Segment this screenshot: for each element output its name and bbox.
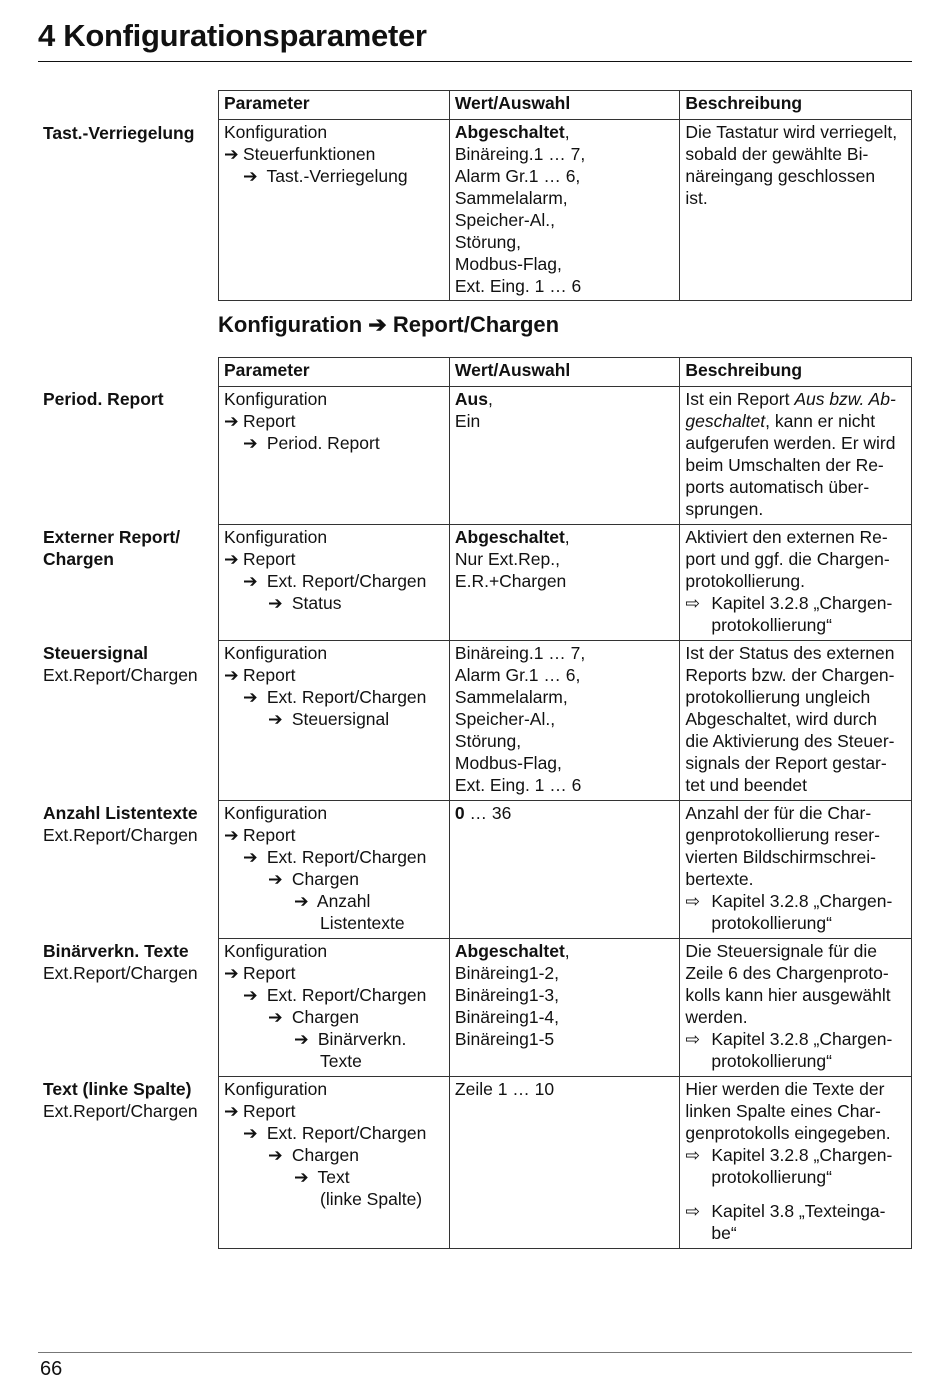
description-emphasis: Aus bzw. Ab- xyxy=(794,389,896,409)
arrow-right-icon: ➔ xyxy=(224,549,239,569)
description-text: , kann er nicht xyxy=(765,411,876,431)
arrow-right-icon: ➔ xyxy=(294,1167,309,1187)
default-value: Aus xyxy=(454,389,488,409)
reference-arrow-icon: ⇨ xyxy=(685,1145,701,1165)
path-text: Chargen xyxy=(291,1145,360,1165)
arrow-right-icon: ➔ xyxy=(224,144,239,164)
reference-text: Kapitel 3.2.8 „Chargen- xyxy=(711,1145,893,1165)
description-line: genprotokolls eingegeben. xyxy=(685,1123,891,1143)
arrow-right-icon: ➔ xyxy=(268,709,283,729)
description-line: bertexte. xyxy=(685,869,754,889)
parameter-path-cell xyxy=(219,1077,450,1249)
path-root: Konfiguration xyxy=(224,527,328,547)
default-value: Abgeschaltet xyxy=(454,527,565,547)
value-cell xyxy=(449,387,679,525)
path-root: Konfiguration xyxy=(224,1079,328,1099)
description-line: port und ggf. die Chargen- xyxy=(685,549,890,569)
header-beschreibung: Beschreibung xyxy=(680,358,912,387)
path-text: Ext. Report/Chargen xyxy=(266,985,427,1005)
value-option: Speicher-Al., xyxy=(454,709,556,729)
value-option: Binäreing1-4, xyxy=(454,1007,560,1027)
value-option: Modbus-Flag, xyxy=(454,254,562,274)
path-root: Konfiguration xyxy=(224,643,328,663)
path-text: Status xyxy=(291,593,342,613)
table-header-row xyxy=(219,358,912,387)
path-level-1 xyxy=(224,1100,444,1122)
path-text: Report xyxy=(243,1101,296,1121)
value-option: Störung, xyxy=(454,232,521,252)
title-divider xyxy=(38,61,912,62)
description-line: Anzahl der für die Char- xyxy=(685,803,872,823)
path-text: Ext. Report/Chargen xyxy=(266,1123,427,1143)
description-cell xyxy=(680,641,912,801)
header-wert: Wert/Auswahl xyxy=(449,358,679,387)
path-text: Report xyxy=(243,549,296,569)
description-line: Zeile 6 des Chargenproto- xyxy=(685,963,889,983)
value-option: Sammelalarm, xyxy=(454,687,568,707)
row-label-subtitle: Ext.Report/Chargen xyxy=(43,963,198,983)
reference-text: Kapitel 3.2.8 „Chargen- xyxy=(711,891,893,911)
default-value: Abgeschaltet xyxy=(454,122,565,142)
arrow-right-icon: ➔ xyxy=(294,1029,309,1049)
arrow-right-icon: ➔ xyxy=(243,433,258,453)
description-cell xyxy=(680,1077,912,1249)
value-option: Ext. Eing. 1 … 6 xyxy=(454,775,582,795)
description-line: werden. xyxy=(685,1007,748,1027)
row-label-subtitle: Ext.Report/Chargen xyxy=(43,665,198,685)
path-text: Report xyxy=(243,411,296,431)
path-level-2 xyxy=(224,1122,444,1144)
parameter-path-cell xyxy=(219,641,450,801)
value-option: Ext. Eing. 1 … 6 xyxy=(454,276,582,296)
description-line: Abgeschaltet, wird durch xyxy=(685,709,877,729)
path-root: Konfiguration xyxy=(224,803,328,823)
path-text: Text xyxy=(317,1167,350,1187)
value-option: Alarm Gr.1 … 6, xyxy=(454,166,581,186)
arrow-right-icon: ➔ xyxy=(243,985,258,1005)
reference-text: protokollierung“ xyxy=(711,913,832,933)
row-label-tast-verriegelung xyxy=(43,122,194,144)
path-level-2 xyxy=(224,686,444,708)
path-text: Ext. Report/Chargen xyxy=(266,571,427,591)
value-option: Binäreing.1 … 7, xyxy=(454,643,586,663)
row-label-binaerverkn-texte xyxy=(43,940,198,984)
value-range-rest: … 36 xyxy=(464,803,512,823)
reference-text: protokollierung“ xyxy=(711,1167,832,1187)
arrow-right-icon: ➔ xyxy=(268,869,283,889)
table-header-row xyxy=(219,91,912,120)
comma: , xyxy=(564,122,570,142)
page-title: 4 Konfigurationsparameter xyxy=(38,18,427,53)
table-row xyxy=(219,641,912,801)
default-value: 0 xyxy=(454,803,465,823)
description-line: Ist der Status des externen xyxy=(685,643,895,663)
row-label-text: Binärverkn. Texte xyxy=(43,941,189,961)
description-line: sobald der gewählte Bi- xyxy=(685,144,869,164)
arrow-right-icon: ➔ xyxy=(268,593,283,613)
description-cell xyxy=(680,387,912,525)
table-row xyxy=(219,801,912,939)
path-level-1 xyxy=(224,143,444,165)
description-line: die Aktivierung des Steuer- xyxy=(685,731,895,751)
table-row xyxy=(219,387,912,525)
reference-text: protokollierung“ xyxy=(711,1051,832,1071)
path-level-1 xyxy=(224,410,444,432)
row-label-text: Text (linke Spalte) xyxy=(43,1079,192,1099)
chapter-reference[interactable] xyxy=(685,890,906,934)
description-line: Reports bzw. der Chargen- xyxy=(685,665,895,685)
arrow-right-icon: ➔ xyxy=(224,825,239,845)
table-row xyxy=(219,525,912,641)
path-level-2 xyxy=(224,570,444,592)
arrow-right-icon: ➔ xyxy=(294,891,309,911)
value-option: Störung, xyxy=(454,731,522,751)
row-label-subtitle: Ext.Report/Chargen xyxy=(43,825,198,845)
path-text: Report xyxy=(243,963,296,983)
value-cell xyxy=(449,801,679,939)
header-beschreibung: Beschreibung xyxy=(680,91,912,120)
row-label-text: Chargen xyxy=(43,549,114,569)
arrow-right-icon: ➔ xyxy=(224,411,239,431)
value-option: Modbus-Flag, xyxy=(454,753,562,773)
arrow-right-icon: ➔ xyxy=(243,1123,258,1143)
path-level-4 xyxy=(224,890,444,912)
description-line: Hier werden die Texte der xyxy=(685,1079,885,1099)
description-line: Die Tastatur wird verriegelt, xyxy=(685,122,898,142)
value-option: Nur Ext.Rep., xyxy=(454,549,560,569)
path-level-3 xyxy=(224,1144,444,1166)
path-level-4-continuation: (linke Spalte) xyxy=(320,1189,423,1209)
path-text: Steuersignal xyxy=(291,709,390,729)
reference-text: Kapitel 3.8 „Texteinga- xyxy=(711,1201,886,1221)
path-text: Report xyxy=(243,665,296,685)
path-level-3 xyxy=(224,708,444,730)
arrow-right-icon: ➔ xyxy=(243,687,258,707)
description-line: ist. xyxy=(685,188,708,208)
path-level-4-continuation: Texte xyxy=(320,1051,362,1071)
description-cell xyxy=(680,939,912,1077)
path-level-2 xyxy=(224,984,444,1006)
comma: , xyxy=(564,941,570,961)
value-cell xyxy=(449,525,679,641)
value-cell xyxy=(449,641,679,801)
parameter-path-cell xyxy=(219,525,450,641)
arrow-right-icon: ➔ xyxy=(268,1145,283,1165)
page-number: 66 xyxy=(40,1358,63,1380)
description-line: sprungen. xyxy=(685,499,764,519)
path-level-4-continuation: Listentexte xyxy=(320,913,405,933)
chapter-reference[interactable] xyxy=(685,1144,906,1188)
description-line: vierten Bildschirmschrei- xyxy=(685,847,876,867)
table-row xyxy=(219,939,912,1077)
path-level-4 xyxy=(224,1028,444,1050)
value-option: Binäreing1-2, xyxy=(454,963,560,983)
row-label-subtitle: Ext.Report/Chargen xyxy=(43,1101,198,1121)
path-level-3 xyxy=(224,1006,444,1028)
path-text: Anzahl xyxy=(316,891,371,911)
description-emphasis: geschaltet xyxy=(685,411,766,431)
path-level-3 xyxy=(224,868,444,890)
arrow-right-icon: ➔ xyxy=(268,1007,283,1027)
path-level-1 xyxy=(224,548,444,570)
row-label-period-report xyxy=(43,388,164,410)
description-cell xyxy=(680,120,912,301)
description-line: signals der Report gestar- xyxy=(685,753,887,773)
chapter-reference[interactable] xyxy=(685,592,906,636)
reference-arrow-icon: ⇨ xyxy=(685,593,701,613)
path-text: Chargen xyxy=(291,1007,360,1027)
table-row xyxy=(219,120,912,301)
description-line: näreingang geschlossen xyxy=(685,166,876,186)
arrow-right-icon: ➔ xyxy=(224,665,239,685)
arrow-right-icon: ➔ xyxy=(243,166,258,186)
value-option: Binäreing.1 … 7, xyxy=(454,144,586,164)
parameter-path-cell xyxy=(219,939,450,1077)
path-level-1 xyxy=(224,962,444,984)
description-line: Die Steuersignale für die xyxy=(685,941,877,961)
reference-arrow-icon: ⇨ xyxy=(685,1029,701,1049)
value-option: Alarm Gr.1 … 6, xyxy=(454,665,581,685)
path-level-3 xyxy=(224,592,444,614)
description-line: protokollierung ungleich xyxy=(685,687,871,707)
path-root: Konfiguration xyxy=(224,122,328,142)
description-line: protokollierung. xyxy=(685,571,806,591)
parameter-table-1 xyxy=(218,90,912,301)
value-option: Speicher-Al., xyxy=(454,210,556,230)
header-wert: Wert/Auswahl xyxy=(449,91,680,120)
path-text: Binärverkn. xyxy=(317,1029,407,1049)
value-default xyxy=(455,121,675,143)
value-range xyxy=(455,802,674,824)
value-option: Binäreing1-3, xyxy=(454,985,560,1005)
description-line: linken Spalte eines Char- xyxy=(685,1101,881,1121)
value-range: Zeile 1 … 10 xyxy=(454,1079,555,1099)
path-level-2 xyxy=(224,165,444,187)
value-option: E.R.+Chargen xyxy=(454,571,567,591)
parameter-table-2 xyxy=(218,357,912,1249)
value-default xyxy=(455,940,674,962)
section-heading-report-chargen: Konfiguration ➔ Report/Chargen xyxy=(218,312,560,337)
description-line xyxy=(685,410,906,432)
header-parameter: Parameter xyxy=(219,358,450,387)
value-option: Binäreing1-5 xyxy=(454,1029,555,1049)
comma: , xyxy=(564,527,570,547)
path-level-2 xyxy=(224,846,444,868)
path-level-2 xyxy=(224,432,444,454)
default-value: Abgeschaltet xyxy=(454,941,565,961)
path-text: Period. Report xyxy=(266,433,380,453)
parameter-path-cell xyxy=(219,120,450,301)
arrow-right-icon: ➔ xyxy=(243,847,258,867)
description-line: tet und beendet xyxy=(685,775,807,795)
value-cell xyxy=(449,939,679,1077)
row-label-text: Anzahl Listentexte xyxy=(43,803,198,823)
row-label-text: Period. Report xyxy=(43,389,164,409)
row-label-anzahl-listentexte xyxy=(43,802,198,846)
reference-text: be“ xyxy=(711,1223,737,1243)
path-text: Steuerfunktionen xyxy=(243,144,376,164)
row-label-text-linke-spalte xyxy=(43,1078,198,1122)
path-level-1 xyxy=(224,824,444,846)
value-option: Sammelalarm, xyxy=(454,188,568,208)
description-line: beim Umschalten der Re- xyxy=(685,455,884,475)
reference-arrow-icon: ⇨ xyxy=(685,1201,701,1221)
description-text: Ist ein Report xyxy=(685,389,795,409)
chapter-reference[interactable] xyxy=(685,1028,906,1072)
parameter-path-cell xyxy=(219,801,450,939)
arrow-right-icon: ➔ xyxy=(224,963,239,983)
parameter-path-cell xyxy=(219,387,450,525)
comma: , xyxy=(487,389,493,409)
path-root: Konfiguration xyxy=(224,389,328,409)
header-parameter: Parameter xyxy=(219,91,450,120)
path-level-4 xyxy=(224,1166,444,1188)
footer-divider xyxy=(38,1352,912,1353)
row-label-text: Steuersignal xyxy=(43,643,149,663)
path-level-1 xyxy=(224,664,444,686)
chapter-reference[interactable] xyxy=(685,1200,906,1244)
row-label-text: Tast.-Verriegelung xyxy=(43,123,195,143)
arrow-right-icon: ➔ xyxy=(243,571,258,591)
value-option: Ein xyxy=(454,411,481,431)
path-text: Ext. Report/Chargen xyxy=(266,847,427,867)
value-cell xyxy=(449,1077,679,1249)
reference-text: protokollierung“ xyxy=(711,615,832,635)
path-root: Konfiguration xyxy=(224,941,328,961)
arrow-right-icon: ➔ xyxy=(224,1101,239,1121)
description-line: kolls kann hier ausgewählt xyxy=(685,985,891,1005)
description-line: ports automatisch über- xyxy=(685,477,870,497)
description-line xyxy=(685,388,906,410)
value-cell xyxy=(449,120,680,301)
description-line: Aktiviert den externen Re- xyxy=(685,527,888,547)
table-row xyxy=(219,1077,912,1249)
path-text: Chargen xyxy=(291,869,360,889)
reference-text: Kapitel 3.2.8 „Chargen- xyxy=(711,593,893,613)
path-text: Tast.-Verriegelung xyxy=(266,166,408,186)
row-label-text: Externer Report/ xyxy=(43,527,181,547)
description-line: aufgerufen werden. Er wird xyxy=(685,433,896,453)
path-text: Report xyxy=(243,825,296,845)
value-default xyxy=(455,388,674,410)
value-default xyxy=(455,526,674,548)
row-label-externer-report xyxy=(43,526,180,570)
description-line: genprotokollierung reser- xyxy=(685,825,880,845)
description-cell xyxy=(680,525,912,641)
row-label-steuersignal xyxy=(43,642,198,686)
path-text: Ext. Report/Chargen xyxy=(266,687,427,707)
reference-text: Kapitel 3.2.8 „Chargen- xyxy=(711,1029,893,1049)
reference-arrow-icon: ⇨ xyxy=(685,891,701,911)
description-cell xyxy=(680,801,912,939)
